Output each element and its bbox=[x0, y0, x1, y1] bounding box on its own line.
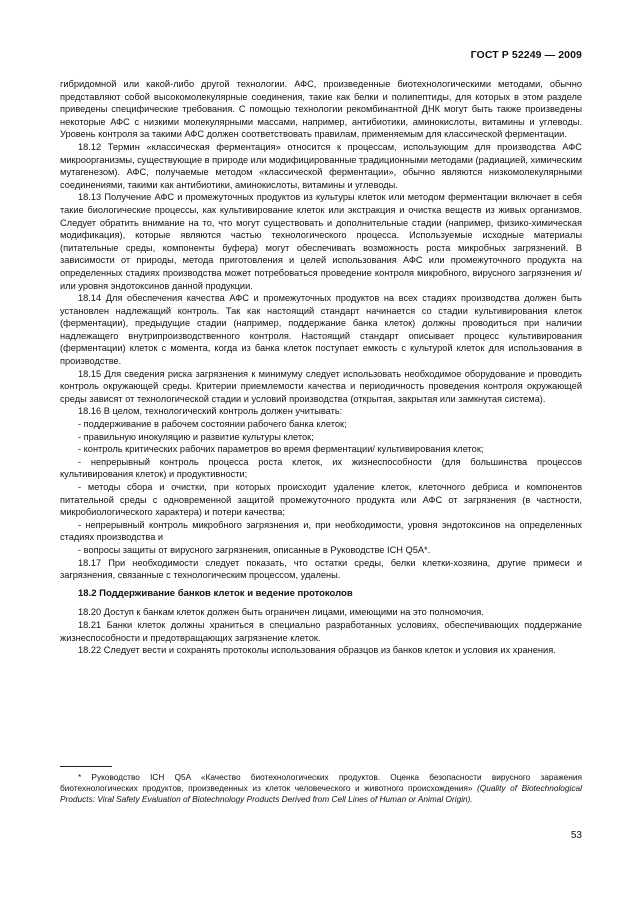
list-item: - вопросы защиты от вирусного загрязнения, описанные в Руководстве ICH Q5A*. bbox=[78, 544, 431, 555]
paragraph-18-17: 18.17 При необходимости следует показать, что остатки среды, белки клетки-хозяина, другие примеси и загрязнения, связанные с технологическим процессом, удалены. bbox=[60, 557, 582, 581]
paragraph: гибридомной или какой-либо другой технологии. АФС, произведенные биотехнологическими методами, обычно представляют собой высокомолекулярные соединения, такие как белки и полипептиды, для которых в этом разделе приведены специфические требования. С помощью технологии рекомбинантной ДНК могут быть также произведены некоторые АФС с низкими молекулярными массами, например, антибиотики, аминокислоты, витамины и углеводы. Уровень контроля за такими АФС должен соответствовать правилам, применяемым для классической ферментации. bbox=[60, 79, 582, 140]
paragraph-18-15: 18.15 Для сведения риска загрязнения к минимуму следует использовать необходимое оборудование и проводить контроль окружающей среды. Критерии приемлемости качества и периодичность проведения контроля окружающей среды зависят от технологической стадии и условий производства (открытая, закрытая или замкнутая система). bbox=[60, 368, 582, 404]
footnote-text bbox=[60, 772, 582, 806]
list-item: - методы сбора и очистки, при которых происходит удаление клеток, клеточного дебриса и компонентов питательной среды с одновременной защитой промежуточного продукта или АФС от загрязнения (в частности, микробиологического характера) и потери качества; bbox=[60, 482, 582, 518]
list-item: - контроль критических рабочих параметров во время ферментации/ культивирования клеток; bbox=[78, 444, 484, 455]
footnote-en: (Quality of Biotechnological Products: Viral Safety Evaluation of Biotechnology Products Derived from Cell Lines of Human or Animal Origin). bbox=[60, 783, 582, 805]
list-item: - поддерживание в рабочем состоянии рабочего банка клеток; bbox=[78, 419, 347, 430]
list-item: - правильную инокуляцию и развитие культуры клеток; bbox=[78, 431, 314, 442]
page-number: 53 bbox=[570, 830, 582, 841]
footnote bbox=[60, 772, 582, 806]
footnote-ru: * Руководство ICH Q5A «Качество биотехнологических продуктов. Оценка безопасности вирусного заражения биотехнологических продуктов, произведенных из клеток человеческого и животного происхождения» bbox=[60, 772, 582, 794]
list-item: - непрерывный контроль микробного загрязнения и, при необходимости, уровня эндотоксинов на определенных стадиях производства и bbox=[60, 519, 582, 543]
paragraph-18-12: 18.12 Термин «классическая ферментация» относится к процессам, использующим для производства АФС микроорганизмы, существующие в природе или модифицированные традиционными методами (радиацией, химическим мутагенезом). АФС, получаемые методом «классической ферментации», обычно являются низкомолекулярными соединениями, такими как антибиотики, аминокислоты, витамины и углеводы. bbox=[60, 141, 582, 190]
document-body bbox=[60, 78, 582, 657]
footnote-divider bbox=[60, 766, 112, 767]
paragraph-18-22: 18.22 Следует вести и сохранять протоколы использования образцов из банков клеток и условия их хранения. bbox=[78, 645, 556, 656]
paragraph-18-16: 18.16 В целом, технологический контроль должен учитывать: bbox=[78, 406, 343, 417]
paragraph-18-21: 18.21 Банки клеток должны храниться в специально разработанных условиях, обеспечивающих поддержание жизнеспособности и предотвращающих загрязнение клеток. bbox=[60, 619, 582, 643]
section-heading: 18.2 Поддерживание банков клеток и ведение протоколов bbox=[78, 587, 353, 599]
paragraph-18-20: 18.20 Доступ к банкам клеток должен быть ограничен лицами, имеющими на это полномочия. bbox=[78, 607, 484, 618]
paragraph-18-13: 18.13 Получение АФС и промежуточных продуктов из культуры клеток или методом ферментации включает в себя такие биологические процессы, как культивирование клеток или экстракция и очистка веществ из живых организмов. Следует обратить внимание на то, что могут существовать и дополнительные стадии (например, физико-химическая модификация), которые являются частью технологического процесса. Используемые исходные материалы (питательные среды, компоненты буфера) могут обеспечивать возможность роста микробных загрязнений. В зависимости от природы, метода приготовления и целей использования АФС или промежуточного продукта на определенных стадиях производства может потребоваться проведение контроля микробного, вирусного загрязнения и/или уровня эндотоксинов данной продукции. bbox=[60, 192, 582, 291]
paragraph-18-14: 18.14 Для обеспечения качества АФС и промежуточных продуктов на всех стадиях производства должен быть установлен надлежащий контроль. Так как настоящий стандарт начинается со стадии культивирования клеток (ферментации), предыдущие стадии (например, поддержание банка клеток) должны проводиться при наличии надлежащего внутрипроизводственного контроля. Настоящий стандарт описывает процесс культивирования (ферментации) клеток с момента, когда из банка клеток поступает емкость с культурой клеток для использования в производстве. bbox=[60, 293, 582, 367]
document-header: ГОСТ Р 52249 — 2009 bbox=[470, 49, 582, 61]
list-item: - непрерывный контроль процесса роста клеток, их жизнеспособности (для большинства процессов культивирования клеток) и продуктивности; bbox=[60, 456, 582, 480]
